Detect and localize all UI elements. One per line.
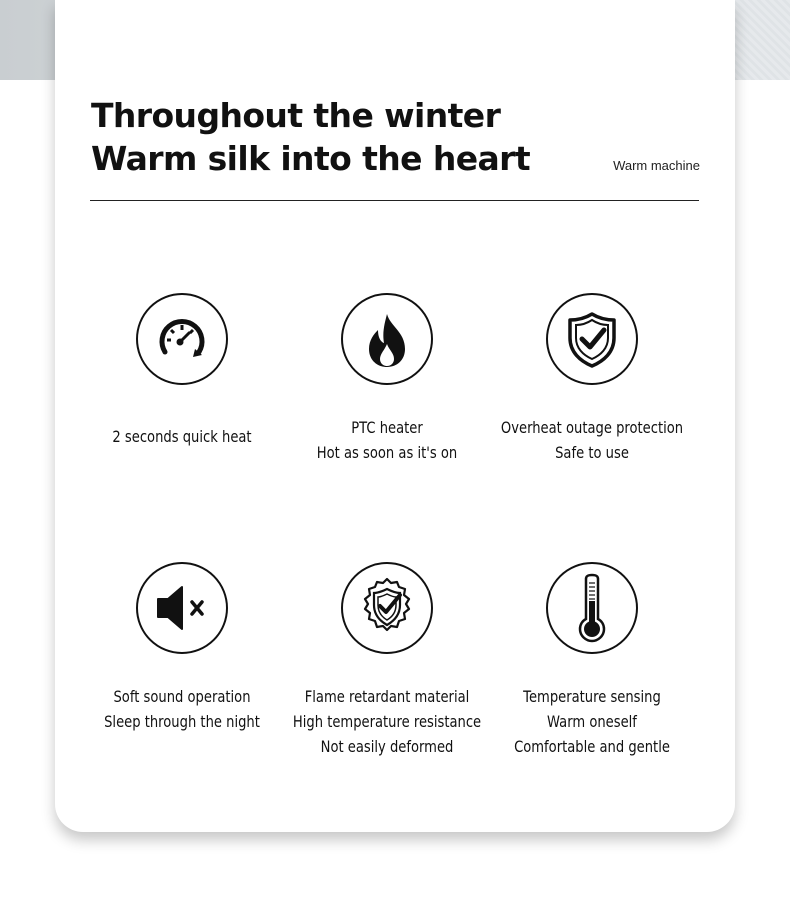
badge-shield-icon (341, 562, 433, 654)
feature-label (293, 684, 482, 759)
feature-line: Safe to use (555, 443, 629, 462)
title-line-2: Warm silk into the heart (91, 139, 531, 178)
feature-line: Overheat outage protection (500, 418, 684, 437)
mute-speaker-icon (136, 562, 228, 654)
feature-line: Temperature sensing (523, 687, 661, 706)
feature-label (293, 415, 482, 465)
feature-label (498, 415, 687, 465)
feature-label (498, 684, 687, 759)
flame-icon (341, 293, 433, 385)
feature-line: PTC heater (351, 418, 423, 437)
speedometer-icon (136, 293, 228, 385)
feature-label (88, 684, 277, 734)
feature-line: Soft sound operation (113, 687, 251, 706)
feature-line: Sleep through the night (104, 712, 260, 731)
feature-line: 2 seconds quick heat (112, 427, 252, 446)
shield-check-icon (546, 293, 638, 385)
feature-line: High temperature resistance (292, 712, 482, 731)
feature-line: Flame retardant material (304, 687, 470, 706)
title-line-1: Throughout the winter (91, 96, 501, 135)
header-divider (90, 200, 699, 201)
feature-label (88, 424, 277, 449)
feature-line: Hot as soon as it's on (316, 443, 458, 462)
subtitle: Warm machine (613, 158, 700, 173)
feature-line: Not easily deformed (320, 737, 454, 756)
feature-card (55, 0, 735, 832)
page-title (91, 94, 530, 180)
thermometer-icon (546, 562, 638, 654)
feature-line: Comfortable and gentle (514, 737, 670, 756)
feature-line: Warm oneself (547, 712, 637, 731)
